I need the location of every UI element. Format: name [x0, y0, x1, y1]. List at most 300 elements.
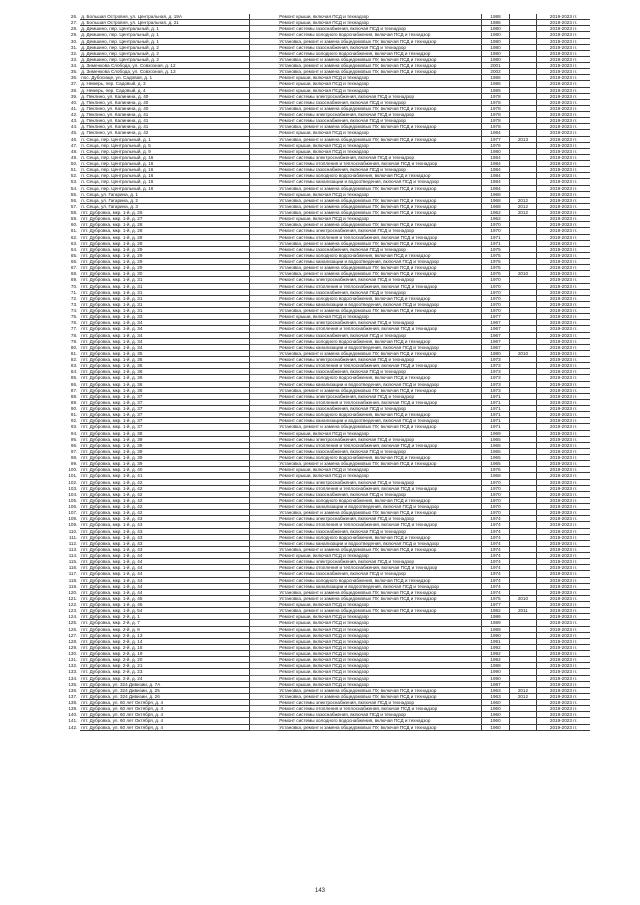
address-cell: пгт. Дубровка, мкр. 1-й, д. 44	[80, 565, 249, 571]
period-cell: 2019-2023 гг.	[537, 620, 590, 626]
build-year-cell: 1974	[482, 583, 509, 589]
address-cell: д. Демшино, пер. Центральный, д. 2	[80, 44, 249, 50]
period-cell: 2019-2023 гг.	[537, 712, 590, 718]
build-year-cell: 1973	[482, 357, 509, 363]
build-year-cell: 1974	[482, 528, 509, 534]
work-type-cell: Ремонт крыши, включая ПСД и технадзор	[278, 620, 482, 626]
row-number: 74.	[70, 308, 78, 313]
row-number: 33.	[70, 56, 78, 62]
work-type-cell: Ремонт системы отопления и теплоснабжения, включая ПСД и технадзор	[278, 399, 482, 405]
period-cell: 2019-2023 гг.	[537, 154, 590, 160]
address-cell: д. Немерь, пер. Садовый, д. 4	[80, 87, 249, 93]
build-year-cell: 1960	[482, 700, 509, 706]
build-year-cell: 1974	[482, 571, 509, 577]
address-cell: пгт. Дубровка, мкр. 1-й, д. 34	[80, 338, 249, 344]
address-cell: п. Сеща, ул. Гагарина, д. 3	[80, 203, 249, 209]
spacer-cell	[249, 724, 278, 730]
work-type-cell: Ремонт системы электроснабжения, включая ПСД и технадзор	[278, 357, 482, 363]
period-cell: 2019-2023 гг.	[537, 32, 590, 38]
build-year-cell: 1986	[482, 20, 509, 26]
period-cell: 2019-2023 гг.	[537, 81, 590, 87]
address-cell: пгт. Дубровка, мкр. 1-й, д. 34	[80, 326, 249, 332]
work-type-cell: Ремонт крыши, включая ПСД и технадзор	[278, 651, 482, 657]
build-year-cell: 1980	[482, 26, 509, 32]
build-year-cell: 1984	[482, 173, 509, 179]
period-cell: 2019-2023 гг.	[537, 418, 590, 424]
period-cell: 2019-2023 гг.	[537, 56, 590, 62]
address-cell: д. Пеклино, ул. Калинина, д. 41	[80, 124, 249, 130]
row-number: 134.	[68, 675, 78, 681]
build-year-cell: 1984	[482, 161, 509, 167]
period-cell: 2019-2023 гг.	[537, 369, 590, 375]
row-number: 81.	[70, 350, 78, 356]
build-year-cell: 1968	[482, 203, 509, 209]
row-number: 138.	[68, 700, 78, 705]
repair-year-cell: 2012	[509, 687, 536, 693]
build-year-cell: 1976	[482, 271, 509, 277]
period-cell: 2019-2023 гг.	[537, 289, 590, 295]
address-cell: пгт. Дубровка, мкр. 1-й, д. 37	[80, 412, 249, 418]
work-type-cell: Ремонт системы холодного водоснабжения, включая ПСД и технадзор	[278, 412, 482, 418]
work-type-cell: Ремонт крыши, включая ПСД и технадзор	[278, 553, 482, 559]
row-number: 125.	[68, 620, 78, 626]
repair-year-cell: 2012	[509, 203, 536, 209]
row-number: 64.	[70, 246, 78, 252]
build-year-cell: 1976	[482, 142, 509, 148]
build-year-cell: 1989	[482, 620, 509, 626]
work-type-cell: Ремонт системы холодного водоснабжения, включая ПСД и технадзор	[278, 295, 482, 301]
build-year-cell: 1967	[482, 344, 509, 350]
row-number: 98.	[70, 455, 78, 460]
address-cell: пгт. Дубровка, мкр. 1-й, д. 30	[80, 271, 249, 277]
period-cell: 2019-2023 гг.	[537, 595, 590, 601]
period-cell: 2019-2023 гг.	[537, 651, 590, 657]
work-type-cell: Ремонт системы электроснабжения, включая ПСД и технадзор	[278, 228, 482, 234]
work-type-cell: Ремонт системы газоснабжения, включая ПСД и технадзор	[278, 406, 482, 412]
period-cell: 2019-2023 гг.	[537, 295, 590, 301]
work-type-cell: Ремонт системы электроснабжения, включая ПСД и технадзор	[278, 393, 482, 399]
row-number: 129.	[68, 644, 78, 650]
row-number: 78.	[70, 332, 78, 338]
address-cell: пгт. Дубровка, мкр. 1-й, д. 39	[80, 455, 249, 461]
row-number: 48.	[70, 148, 78, 154]
work-type-cell: Установка, ремонт и замена общедомовых ПУ, включая ПСД и технадзор	[278, 693, 482, 699]
period-cell: 2019-2023 гг.	[537, 246, 590, 252]
period-cell: 2019-2023 гг.	[537, 553, 590, 559]
build-year-cell: 1965	[482, 461, 509, 467]
build-year-cell: 1967	[482, 320, 509, 326]
work-type-cell: Установка, ремонт и замена общедомовых ПУ, включая ПСД и технадзор	[278, 63, 482, 69]
address-cell: пгт. Дубровка, мкр. 1-й, д. 35	[80, 350, 249, 356]
period-cell: 2019-2023 гг.	[537, 559, 590, 565]
address-cell: пгт. Дубровка, мкр. 2-й, д. 19	[80, 651, 249, 657]
row-number: 60.	[70, 222, 78, 228]
period-cell: 2019-2023 гг.	[537, 497, 590, 503]
address-cell: пгт. Дубровка, мкр. 1-й, д. 44	[80, 553, 249, 559]
build-year-cell: 1970	[482, 301, 509, 307]
build-year-cell: 1971	[482, 412, 509, 418]
build-year-cell: 1973	[482, 375, 509, 381]
address-cell: пгт. Дубровка, мкр. 1-й, д. 37	[80, 393, 249, 399]
row-number: 66.	[70, 259, 78, 264]
work-type-cell: Установка, ремонт и замена общедомовых ПУ, включая ПСД и технадзор	[278, 222, 482, 228]
address-cell: пгт. Дубровка, ул. 60 лет Октября, д. 4	[80, 712, 249, 718]
build-year-cell: 1960	[482, 712, 509, 718]
capital-repair-table	[60, 14, 590, 731]
row-number: 28.	[70, 26, 78, 32]
work-type-cell: Ремонт системы электроснабжения, включая ПСД и технадзор	[278, 320, 482, 326]
build-year-cell: 1984	[482, 179, 509, 185]
row-number: 31.	[70, 44, 78, 50]
work-type-cell: Ремонт крыши, включая ПСД и технадзор	[278, 87, 482, 93]
address-cell: пгт. Дубровка, ул. 324 Дивизии, д. 26	[80, 693, 249, 699]
build-year-cell: 1977	[482, 314, 509, 320]
build-year-cell: 1960	[482, 718, 509, 724]
address-cell: пгт. Дубровка, мкр. 1-й, д. 31	[80, 277, 249, 283]
build-year-cell: 1974	[482, 546, 509, 552]
row-number: 128.	[68, 638, 78, 644]
build-year-cell: 1968	[482, 473, 509, 479]
row-number: 32.	[70, 50, 78, 56]
row-number: 72.	[70, 295, 78, 301]
address-cell: д. Немерь, пер. Садовый, д. 3	[80, 81, 249, 87]
address-cell: пгт. Дубровка, мкр. 1-й, д. 36	[80, 375, 249, 381]
address-cell: пгт. Дубровка, мкр. 1-й, д. 31	[80, 289, 249, 295]
address-cell: пгт. Дубровка, мкр. 1-й, д. 34	[80, 320, 249, 326]
address-cell: д. Большая Островня, ул. Центральная, д. 19А	[80, 14, 249, 20]
period-cell: 2019-2023 гг.	[537, 173, 590, 179]
work-type-cell: Установка, ремонт и замена общедомовых ПУ, включая ПСД и технадзор	[278, 546, 482, 552]
build-year-cell: 1965	[482, 436, 509, 442]
row-number: 53.	[70, 179, 78, 185]
period-cell: 2019-2023 гг.	[537, 112, 590, 118]
address-cell: пгт. Дубровка, мкр. 1-й, д. 27	[80, 216, 249, 222]
build-year-cell: 1965	[482, 448, 509, 454]
build-year-cell: 1962	[482, 210, 509, 216]
build-year-cell: 1974	[482, 540, 509, 546]
work-type-cell: Ремонт системы отопления и теплоснабжения, включая ПСД и технадзор	[278, 522, 482, 528]
table-body	[60, 14, 590, 730]
period-cell: 2019-2023 гг.	[537, 412, 590, 418]
address-cell: пгт. Дубровка, мкр. 1-й, д. 42	[80, 504, 249, 510]
row-number: 94.	[70, 430, 78, 436]
period-cell: 2019-2023 гг.	[537, 332, 590, 338]
row-number: 40.	[70, 99, 78, 105]
work-type-cell: Ремонт крыши, включая ПСД и технадзор	[278, 632, 482, 638]
period-cell: 2019-2023 гг.	[537, 197, 590, 203]
build-year-cell: 1992	[482, 657, 509, 663]
address-cell: пгт. Дубровка, мкр. 1-й, д. 37	[80, 424, 249, 430]
address-cell: пгт. Дубровка, мкр. 1-й, д. 28	[80, 240, 249, 246]
row-number: 49.	[70, 154, 78, 160]
address-cell: пгт. Дубровка, мкр. 1-й, д. 29	[80, 252, 249, 258]
period-cell: 2019-2023 гг.	[537, 516, 590, 522]
work-type-cell: Ремонт крыши, включая ПСД и технадзор	[278, 130, 482, 136]
build-year-cell: 1992	[482, 644, 509, 650]
build-year-cell: 1975	[482, 595, 509, 601]
period-cell: 2019-2023 гг.	[537, 430, 590, 436]
work-type-cell: Ремонт крыши, включая ПСД и технадзор	[278, 14, 482, 20]
row-number: 110.	[68, 528, 78, 534]
address-cell: пгт. Дубровка, мкр. 2-й, д. 24	[80, 675, 249, 681]
work-type-cell: Ремонт системы отопления и теплоснабжения, включая ПСД и технадзор	[278, 161, 482, 167]
build-year-cell: 1980	[482, 148, 509, 154]
period-cell: 2019-2023 гг.	[537, 724, 590, 730]
build-year-cell: 1974	[482, 565, 509, 571]
work-type-cell: Ремонт системы электроснабжения, включая ПСД и технадзор	[278, 700, 482, 706]
row-number: 70.	[70, 283, 78, 289]
address-cell: д. Пеклино, ул. Калинина, д. 40	[80, 93, 249, 99]
work-type-cell: Установка, ремонт и замена общедомовых ПУ, включая ПСД и технадзор	[278, 210, 482, 216]
row-number: 93.	[70, 424, 78, 430]
row-number: 120.	[68, 589, 78, 595]
build-year-cell: 1974	[482, 559, 509, 565]
build-year-cell: 1987	[482, 681, 509, 687]
period-cell: 2019-2023 гг.	[537, 485, 590, 491]
build-year-cell: 1970	[482, 228, 509, 234]
row-number: 101.	[68, 473, 78, 479]
row-number: 127.	[68, 632, 78, 638]
work-type-cell: Установка, ремонт и замена общедомовых ПУ, включая ПСД и технадзор	[278, 350, 482, 356]
period-cell: 2019-2023 гг.	[537, 540, 590, 546]
work-type-cell: Установка, ремонт и замена общедомовых ПУ, включая ПСД и технадзор	[278, 240, 482, 246]
work-type-cell: Ремонт крыши, включая ПСД и технадзор	[278, 473, 482, 479]
work-type-cell: Ремонт системы газоснабжения, включая ПСД и технадзор	[278, 712, 482, 718]
period-cell: 2019-2023 гг.	[537, 338, 590, 344]
address-cell: пгт. Дубровка, ул. 60 лет Октября, д. 4	[80, 706, 249, 712]
build-year-cell: 1978	[482, 105, 509, 111]
work-type-cell: Ремонт системы холодного водоснабжения, включая ПСД и технадзор	[278, 577, 482, 583]
address-cell: п. Сеща, пер. Центральный, д. 5	[80, 142, 249, 148]
row-number: 43.	[70, 118, 78, 124]
work-type-cell: Ремонт системы газоснабжения, включая ПСД и технадзор	[278, 448, 482, 454]
build-year-cell: 1986	[482, 75, 509, 81]
row-number: 59.	[70, 216, 78, 222]
work-type-cell: Ремонт системы холодного водоснабжения, включая ПСД и технадзор	[278, 173, 482, 179]
work-type-cell: Установка, ремонт и замена общедомовых ПУ, включая ПСД и технадзор	[278, 185, 482, 191]
period-cell: 2019-2023 гг.	[537, 442, 590, 448]
period-cell: 2019-2023 гг.	[537, 50, 590, 56]
row-number: 69.	[70, 277, 78, 283]
period-cell: 2019-2023 гг.	[537, 87, 590, 93]
row-number: 30.	[70, 38, 78, 44]
row-number: 96.	[70, 442, 78, 448]
build-year-cell: 1988	[482, 14, 509, 20]
address-cell: п. Сеща, пер. Центральный, д. 16	[80, 179, 249, 185]
build-year-cell: 1970	[482, 289, 509, 295]
build-year-cell: 1970	[482, 510, 509, 516]
period-cell: 2019-2023 гг.	[537, 69, 590, 75]
work-type-cell: Ремонт системы газоснабжения, включая ПСД и технадзор	[278, 118, 482, 124]
address-cell: пгт. Дубровка, мкр. 1-й, д. 28	[80, 234, 249, 240]
build-year-cell: 1978	[482, 93, 509, 99]
repair-year-cell: 2013	[509, 136, 536, 142]
row-number: 46.	[70, 136, 78, 142]
period-cell: 2019-2023 гг.	[537, 638, 590, 644]
address-cell: пгт. Дубровка, мкр. 1-й, д. 34	[80, 344, 249, 350]
period-cell: 2019-2023 гг.	[537, 301, 590, 307]
work-type-cell: Ремонт крыши, включая ПСД и технадзор	[278, 81, 482, 87]
build-year-cell: 1962	[482, 216, 509, 222]
build-year-cell: 1965	[482, 455, 509, 461]
work-type-cell: Ремонт крыши, включая ПСД и технадзор	[278, 467, 482, 473]
build-year-cell: 1984	[482, 130, 509, 136]
build-year-cell: 1973	[482, 363, 509, 369]
row-number: 89.	[70, 399, 78, 405]
address-cell: д. Демшино, пер. Центральный, д. 2	[80, 50, 249, 56]
row-number: 123.	[68, 608, 78, 614]
row-number: 29.	[70, 32, 78, 38]
row-number: 50.	[70, 161, 78, 166]
row-number: 100.	[68, 467, 78, 473]
address-cell: пгт. Дубровка, мкр. 1-й, д. 36	[80, 357, 249, 363]
period-cell: 2019-2023 гг.	[537, 203, 590, 209]
work-type-cell: Ремонт системы отопления и теплоснабжения, включая ПСД и технадзор	[278, 565, 482, 571]
period-cell: 2019-2023 гг.	[537, 399, 590, 405]
period-cell: 2019-2023 гг.	[537, 534, 590, 540]
build-year-cell: 1980	[482, 38, 509, 44]
work-type-cell: Ремонт системы электроснабжения, включая ПСД и технадзор	[278, 559, 482, 565]
work-type-cell: Ремонт системы электроснабжения, включая ПСД и технадзор	[278, 112, 482, 118]
work-type-cell: Ремонт системы отопления и теплоснабжения, включая ПСД и технадзор	[278, 442, 482, 448]
row-number: 51.	[70, 167, 78, 173]
row-number: 114.	[68, 553, 78, 558]
build-year-cell: 1974	[482, 516, 509, 522]
work-type-cell: Ремонт системы холодного водоснабжения, включая ПСД и технадзор	[278, 534, 482, 540]
work-type-cell: Ремонт системы электроснабжения, включая ПСД и технадзор	[278, 436, 482, 442]
address-cell: п. Сеща, ул. Гагарина, д. 1	[80, 191, 249, 197]
build-year-cell: 1970	[482, 491, 509, 497]
build-year-cell: 1978	[482, 112, 509, 118]
row-number: 73.	[70, 301, 78, 307]
build-year-cell: 1984	[482, 167, 509, 173]
build-year-cell: 1980	[482, 56, 509, 62]
period-cell: 2019-2023 гг.	[537, 271, 590, 277]
address-cell: пгт. Дубровка, мкр. 1-й, д. 43	[80, 534, 249, 540]
work-type-cell: Ремонт системы холодного водоснабжения, включая ПСД и технадзор	[278, 375, 482, 381]
period-cell: 2019-2023 гг.	[537, 565, 590, 571]
row-number: 80.	[70, 344, 78, 350]
work-type-cell: Ремонт крыши, включая ПСД и технадзор	[278, 626, 482, 632]
address-cell: пгт. Дубровка, мкр. 1-й, д. 37	[80, 406, 249, 412]
build-year-cell: 1970	[482, 283, 509, 289]
row-number: 126.	[68, 626, 78, 632]
address-cell: пгт. Дубровка, мкр. 1-й, д. 36	[80, 369, 249, 375]
work-type-cell: Ремонт крыши, включая ПСД и технадзор	[278, 644, 482, 650]
address-cell: пгт. Дубровка, мкр. 2-й, д. 8	[80, 626, 249, 632]
repair-year-cell: 2010	[509, 350, 536, 356]
address-cell: д. Пеклино, ул. Калинина, д. 42	[80, 130, 249, 136]
row-number: 41.	[70, 105, 78, 111]
work-type-cell: Ремонт системы отопления и теплоснабжения, включая ПСД и технадзор	[278, 283, 482, 289]
period-cell: 2019-2023 гг.	[537, 179, 590, 185]
row-number: 55.	[70, 191, 78, 197]
address-cell: пгт. Дубровка, мкр. 1-й, д. 39	[80, 436, 249, 442]
row-number: 121.	[68, 595, 78, 601]
work-type-cell: Ремонт системы газоснабжения, включая ПСД и технадзор	[278, 491, 482, 497]
address-cell: пгт. Дубровка, ул. 60 лет Октября, д. 4	[80, 700, 249, 706]
build-year-cell: 1975	[482, 252, 509, 258]
build-year-cell: 1975	[482, 246, 509, 252]
address-cell: д. Демшино, пер. Центральный, д. 1	[80, 38, 249, 44]
period-cell: 2019-2023 гг.	[537, 700, 590, 706]
build-year-cell: 1978	[482, 99, 509, 105]
work-type-cell: Ремонт системы канализации и водоотведения, включая ПСД и технадзор	[278, 259, 482, 265]
period-cell: 2019-2023 гг.	[537, 185, 590, 191]
address-cell: пгт. Дубровка, мкр. 1-й, д. 43	[80, 522, 249, 528]
period-cell: 2019-2023 гг.	[537, 577, 590, 583]
address-cell: пгт. Дубровка, мкр. 1-й, д. 31	[80, 301, 249, 307]
work-type-cell: Ремонт системы холодного водоснабжения, включая ПСД и технадзор	[278, 50, 482, 56]
row-number: 124.	[68, 614, 78, 620]
build-year-cell: 1973	[482, 387, 509, 393]
row-number: 84.	[70, 369, 78, 375]
work-type-cell: Ремонт системы электроснабжения, включая ПСД и технадзор	[278, 479, 482, 485]
address-cell: д. Пеклино, ул. Калинина, д. 41	[80, 112, 249, 118]
row-number: 107.	[68, 510, 78, 516]
address-cell: пгт. Дубровка, мкр. 2-й, д. 21	[80, 663, 249, 669]
period-cell: 2019-2023 гг.	[537, 308, 590, 314]
row-number: 139.	[68, 706, 78, 712]
work-type-cell: Ремонт системы канализации и водоотведения, включая ПСД и технадзор	[278, 301, 482, 307]
row-number: 88.	[70, 393, 78, 399]
address-cell: пгт. Дубровка, мкр. 1-й, д. 31	[80, 295, 249, 301]
period-cell: 2019-2023 гг.	[537, 387, 590, 393]
work-type-cell: Ремонт крыши, включая ПСД и технадзор	[278, 675, 482, 681]
build-year-cell: 1970	[482, 277, 509, 283]
work-type-cell: Ремонт системы газоснабжения, включая ПСД и технадзор	[278, 99, 482, 105]
row-number: 111.	[69, 534, 78, 540]
work-type-cell: Ремонт системы электроснабжения, включая ПСД и технадзор	[278, 154, 482, 160]
row-number: 61.	[70, 228, 78, 234]
period-cell: 2019-2023 гг.	[537, 118, 590, 124]
work-type-cell: Установка, ремонт и замена общедомовых ПУ, включая ПСД и технадзор	[278, 595, 482, 601]
work-type-cell: Установка, ремонт и замена общедомовых ПУ, включая ПСД и технадзор	[278, 461, 482, 467]
period-cell: 2019-2023 гг.	[537, 644, 590, 650]
period-cell: 2019-2023 гг.	[537, 26, 590, 32]
period-cell: 2019-2023 гг.	[537, 124, 590, 130]
work-type-cell: Установка, ремонт и замена общедомовых ПУ, включая ПСД и технадзор	[278, 136, 482, 142]
address-cell: пгт. Дубровка, мкр. 1-й, д. 40	[80, 467, 249, 473]
row-number: 77.	[70, 326, 78, 332]
period-cell: 2019-2023 гг.	[537, 350, 590, 356]
build-year-cell: 1974	[482, 577, 509, 583]
address-cell: пгт. Дубровка, мкр. 2-й, д. 7	[80, 620, 249, 626]
address-cell: д. Зименкова Слобода, ул. Совхозная, д. 13	[80, 69, 249, 75]
row-number: 68.	[70, 271, 78, 277]
work-type-cell: Ремонт крыши, включая ПСД и технадзор	[278, 430, 482, 436]
build-year-cell: 1971	[482, 406, 509, 412]
page-number: 143	[314, 888, 325, 894]
period-cell: 2019-2023 гг.	[537, 363, 590, 369]
address-cell: пгт. Дубровка, мкр. 1-й, д. 42	[80, 497, 249, 503]
build-year-cell: 1970	[482, 222, 509, 228]
period-cell: 2019-2023 гг.	[537, 283, 590, 289]
address-cell: пгт. Дубровка, мкр. 1-й, д. 44	[80, 571, 249, 577]
build-year-cell: 1971	[482, 424, 509, 430]
row-number: 56.	[70, 197, 78, 203]
period-cell: 2019-2023 гг.	[537, 675, 590, 681]
row-number: 82.	[70, 357, 78, 362]
build-year-cell: 1980	[482, 44, 509, 50]
row-number: 52.	[70, 173, 78, 179]
row-number: 87.	[70, 387, 78, 393]
work-type-cell: Ремонт системы газоснабжения, включая ПСД и технадзор	[278, 369, 482, 375]
row-number: 67.	[70, 265, 78, 271]
address-cell: пгт. Дубровка, мкр. 2-й, д. 13	[80, 632, 249, 638]
address-cell: пгт. Дубровка, мкр. 1-й, д. 39	[80, 461, 249, 467]
row-number: 141.	[68, 718, 78, 724]
